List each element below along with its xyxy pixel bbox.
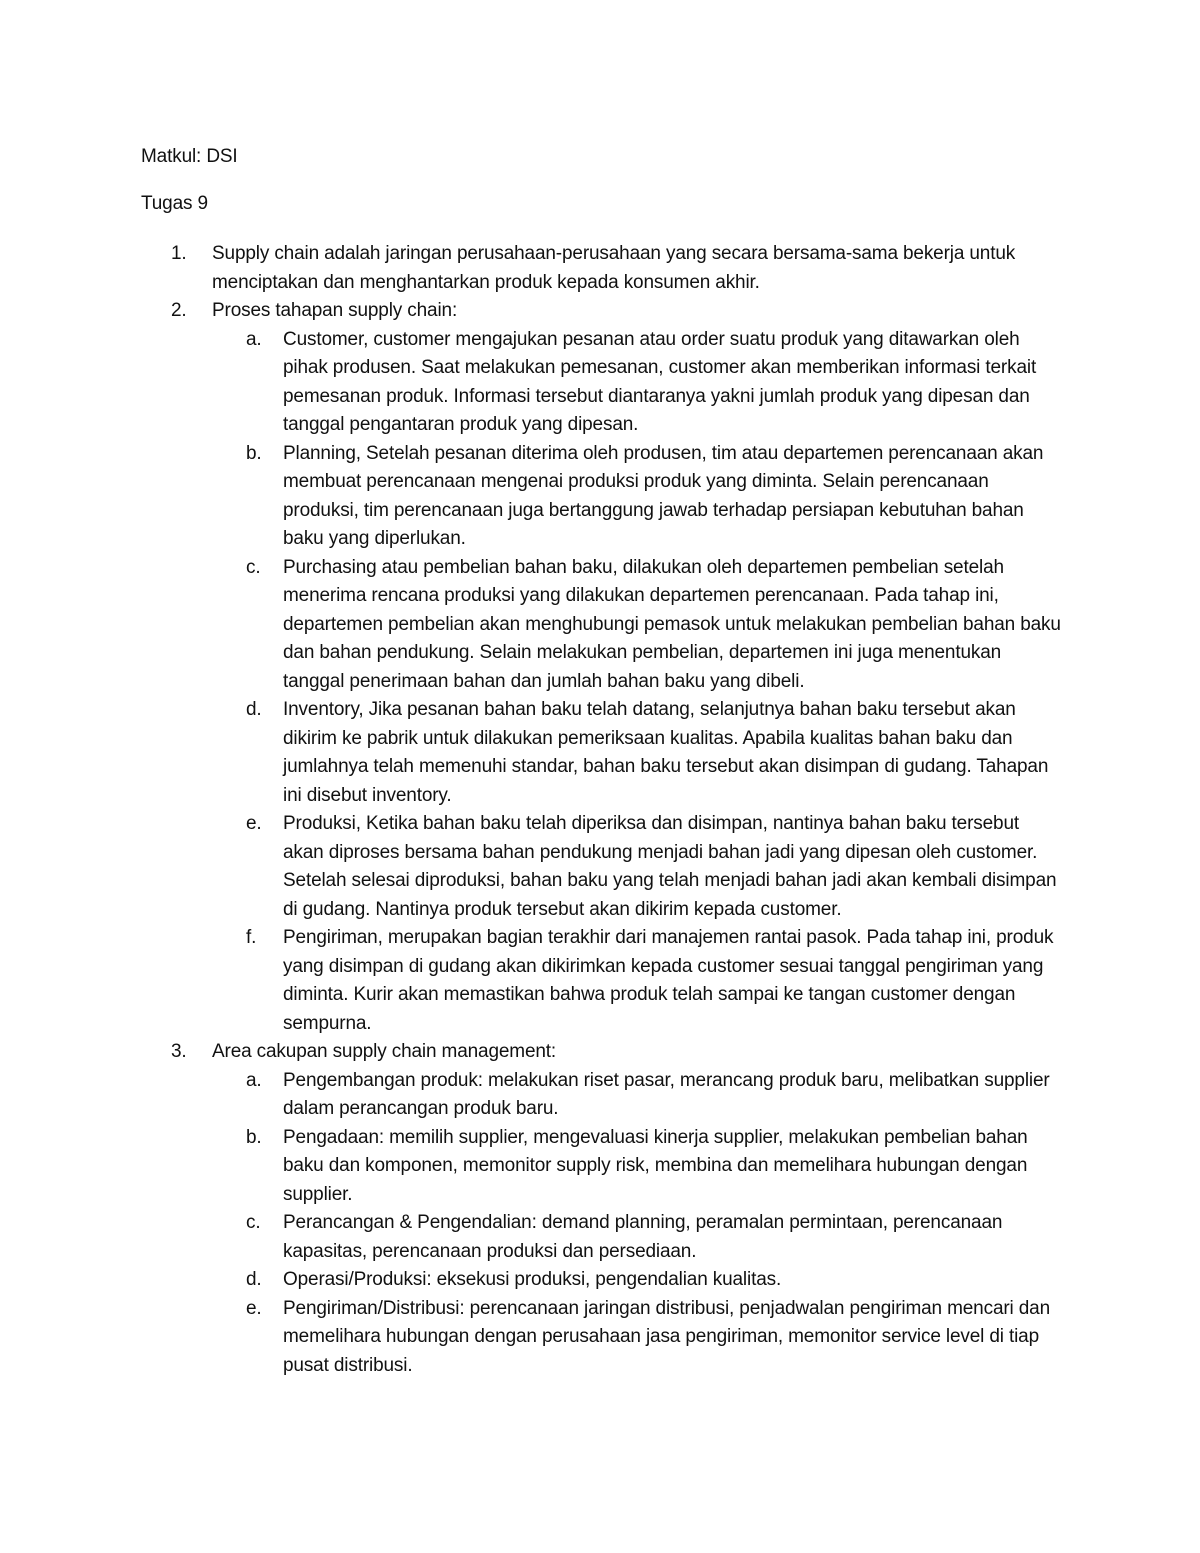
- item-text: Supply chain adalah jaringan perusahaan-perusahaan yang secara bersama-sama bekerja untuk menciptakan dan menghantarkan produk kepada konsumen akhir.: [212, 243, 1016, 293]
- stage-item-f: [141, 924, 1061, 1038]
- item-number: 1.: [171, 243, 187, 264]
- subitem-text: Customer, customer mengajukan pesanan atau order suatu produk yang ditawarkan oleh pihak produsen. Saat melakukan pemesanan, customer akan memberikan informasi terkait pemesanan produk. Informasi tersebut diantaranya yakni jumlah produk yang dipesan dan tanggal pengantaran produk yang dipesan.: [283, 328, 1037, 435]
- subitem-letter: d.: [246, 1269, 262, 1290]
- assignment-title: Tugas 9: [141, 192, 208, 214]
- subitem-text: Operasi/Produksi: eksekusi produksi, pengendalian kualitas.: [283, 1269, 782, 1290]
- subitem-letter: f.: [246, 927, 257, 948]
- item-number: 2.: [171, 300, 187, 321]
- supply-chain-stages-list: [212, 326, 1061, 1039]
- subitem-letter: c.: [246, 1212, 261, 1233]
- answer-list: [141, 240, 1061, 1380]
- scope-item-a: [141, 1067, 1061, 1124]
- stage-item-d: [141, 696, 1061, 810]
- subitem-text: Inventory, Jika pesanan bahan baku telah datang, selanjutnya bahan baku tersebut akan dikirim ke pabrik untuk dilakukan pemeriksaan kualitas. Apabila kualitas bahan baku dan jumlahnya telah memenuhi standar, bahan baku tersebut akan disimpan di gudang. Tahapan ini disebut inventory.: [283, 699, 1049, 806]
- subitem-letter: b.: [246, 442, 262, 464]
- course-line: Matkul: DSI: [141, 146, 238, 167]
- subitem-letter: e.: [246, 813, 262, 834]
- answer-item-3: [141, 1038, 1061, 1380]
- subitem-text: Purchasing atau pembelian bahan baku, dilakukan oleh departemen pembelian setelah menerima rencana produksi yang dilakukan departemen perencanaan. Pada tahap ini, departemen pembelian akan menghubungi pemasok untuk melakukan pembelian bahan baku dan bahan pendukung. Selain melakukan pembelian, departemen ini juga menentukan tanggal penerimaan bahan dan jumlah bahan baku yang dibeli.: [283, 556, 1061, 692]
- scope-item-e: [141, 1295, 1061, 1381]
- subitem-text: Planning, Setelah pesanan diterima oleh produsen, tim atau departemen perencanaan akan membuat perencanaan mengenai produksi produk yang diminta. Selain perencanaan produksi, tim perencanaan juga bertanggung jawab terhadap persiapan kebutuhan bahan baku yang diperlukan.: [283, 442, 1044, 549]
- stage-item-e: [141, 810, 1061, 924]
- subitem-text: Pengiriman, merupakan bagian terakhir dari manajemen rantai pasok. Pada tahap ini, produk yang disimpan di gudang akan dikirimkan kepada customer sesuai tanggal pengiriman yang diminta. Kurir akan memastikan bahwa produk telah sampai ke tangan customer dengan sempurna.: [283, 927, 1054, 1034]
- subitem-letter: a.: [246, 328, 262, 350]
- item-text: Area cakupan supply chain management:: [212, 1041, 557, 1062]
- subitem-letter: a.: [246, 1069, 262, 1091]
- subitem-text: Perancangan & Pengendalian: demand planning, peramalan permintaan, perencanaan kapasitas, perencanaan produksi dan persediaan.: [283, 1212, 1003, 1262]
- answer-item-2: [141, 297, 1061, 1038]
- answer-item-1: [141, 240, 1061, 297]
- subitem-text: Pengadaan: memilih supplier, mengevaluasi kinerja supplier, melakukan pembelian bahan baku dan komponen, memonitor supply risk, membina dan memelihara hubungan dengan supplier.: [283, 1126, 1028, 1205]
- document-body: [141, 143, 1061, 1380]
- subitem-letter: e.: [246, 1297, 262, 1319]
- stage-item-b: [141, 440, 1061, 554]
- scope-item-b: [141, 1124, 1061, 1210]
- scope-item-c: [141, 1209, 1061, 1266]
- scope-item-d: [141, 1266, 1061, 1295]
- subitem-text: Produksi, Ketika bahan baku telah diperiksa dan disimpan, nantinya bahan baku tersebut akan diproses bersama bahan pendukung menjadi bahan jadi yang dipesan oleh customer. Setelah selesai diproduksi, bahan baku yang telah menjadi bahan jadi akan kembali disimpan di gudang. Nantinya produk tersebut akan dikirim kepada customer.: [283, 813, 1057, 920]
- item-text: Proses tahapan supply chain:: [212, 300, 458, 321]
- scm-scope-list: [212, 1067, 1061, 1381]
- subitem-letter: b.: [246, 1126, 262, 1148]
- item-number: 3.: [171, 1041, 187, 1062]
- subitem-letter: d.: [246, 699, 262, 720]
- subitem-text: Pengembangan produk: melakukan riset pasar, merancang produk baru, melibatkan supplier dalam perancangan produk baru.: [283, 1069, 1050, 1119]
- stage-item-a: [141, 326, 1061, 440]
- stage-item-c: [141, 554, 1061, 697]
- subitem-letter: c.: [246, 556, 261, 578]
- subitem-text: Pengiriman/Distribusi: perencanaan jaringan distribusi, penjadwalan pengiriman mencari dan memelihara hubungan dengan perusahaan jasa pengiriman, memonitor service level di tiap pusat distribusi.: [283, 1297, 1050, 1376]
